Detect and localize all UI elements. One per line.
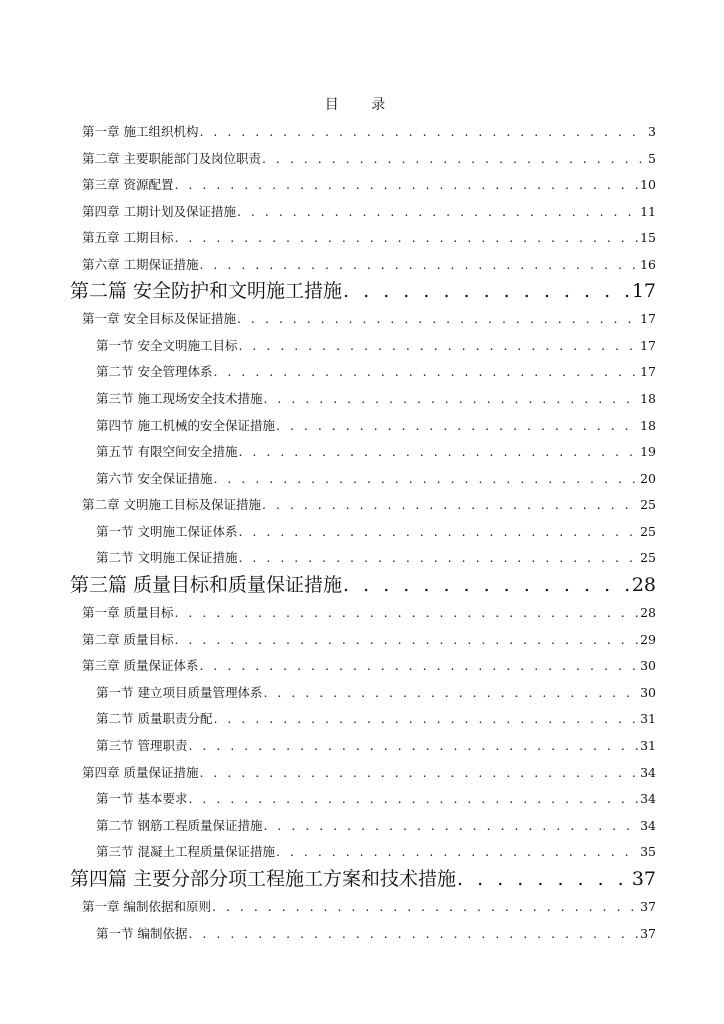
toc-entry-page: 28 xyxy=(631,574,656,596)
dot-leader xyxy=(188,926,638,941)
toc-entry-page: 5 xyxy=(648,151,656,166)
toc-entry-page: 17 xyxy=(640,364,656,379)
toc-entry-section[interactable] xyxy=(96,736,656,754)
dot-leader xyxy=(237,204,638,219)
toc-entry-chapter[interactable] xyxy=(82,255,656,273)
dot-leader xyxy=(237,311,638,326)
toc-entry-label: 第四篇 主要分部分项工程施工方案和技术措施 xyxy=(70,868,457,890)
toc-entry-section[interactable] xyxy=(96,683,656,701)
toc-entry-chapter[interactable] xyxy=(82,603,656,621)
dot-leader xyxy=(199,658,638,673)
toc-entry-section[interactable] xyxy=(96,789,656,807)
toc-entry-label: 第二节 安全管理体系 xyxy=(96,364,213,379)
toc-entry-section[interactable] xyxy=(96,389,656,407)
dot-leader xyxy=(174,605,638,620)
toc-entry-page: 10 xyxy=(640,177,656,192)
toc-entry-page: 15 xyxy=(640,230,656,245)
dot-leader xyxy=(213,471,638,486)
toc-entry-label: 第五节 有限空间安全措施 xyxy=(96,444,238,459)
dot-leader xyxy=(276,418,638,433)
toc-entry-page: 17 xyxy=(640,338,656,353)
toc-entry-label: 第三节 施工现场安全技术措施 xyxy=(96,391,263,406)
toc-entry-label: 第五章 工期目标 xyxy=(82,230,174,245)
toc-entry-chapter[interactable] xyxy=(82,175,656,193)
toc-entry-label: 第四章 质量保证措施 xyxy=(82,765,199,780)
toc-entry-label: 第三节 管理职责 xyxy=(96,738,188,753)
toc-entry-page: 20 xyxy=(640,471,656,486)
toc-entry-chapter[interactable] xyxy=(82,228,656,246)
toc-entry-part[interactable] xyxy=(70,276,656,303)
toc-entry-label: 第一章 安全目标及保证措施 xyxy=(82,311,236,326)
toc-entry-label: 第三章 质量保证体系 xyxy=(82,658,199,673)
toc-entry-chapter[interactable] xyxy=(82,763,656,781)
dot-leader xyxy=(213,711,638,726)
toc-entry-page: 16 xyxy=(640,257,656,272)
toc-entry-page: 17 xyxy=(631,280,656,302)
toc-entry-label: 第四节 施工机械的安全保证措施 xyxy=(96,418,275,433)
toc-entry-label: 第二篇 安全防护和文明施工措施 xyxy=(70,280,343,302)
toc-entry-section[interactable] xyxy=(96,469,656,487)
dot-leader xyxy=(238,524,638,539)
toc-entry-page: 3 xyxy=(648,124,656,139)
toc-entry-section[interactable] xyxy=(96,522,656,540)
toc-entry-label: 第一节 基本要求 xyxy=(96,791,188,806)
toc-entry-page: 25 xyxy=(640,524,656,539)
toc-entry-page: 29 xyxy=(640,632,656,647)
toc-title: 目 录 xyxy=(324,97,400,113)
toc-entry-label: 第二节 质量职责分配 xyxy=(96,711,213,726)
toc-entry-section[interactable] xyxy=(96,442,656,460)
dot-leader xyxy=(174,632,638,647)
toc-entry-label: 第六节 安全保证措施 xyxy=(96,471,213,486)
toc-entry-label: 第一节 编制依据 xyxy=(96,926,188,941)
toc-entry-label: 第一章 施工组织机构 xyxy=(82,124,199,139)
dot-leader xyxy=(199,765,638,780)
toc-entry-page: 28 xyxy=(640,605,656,620)
toc-entry-chapter[interactable] xyxy=(82,495,656,513)
toc-entry-page: 11 xyxy=(640,204,656,219)
toc-entry-section[interactable] xyxy=(96,842,656,860)
toc-entry-section[interactable] xyxy=(96,336,656,354)
toc-entry-page: 37 xyxy=(640,899,656,914)
toc-entry-section[interactable] xyxy=(96,362,656,380)
toc-entry-page: 31 xyxy=(640,738,656,753)
dot-leader xyxy=(238,550,638,565)
dot-leader xyxy=(343,280,630,302)
dot-leader xyxy=(199,124,646,139)
toc-entry-label: 第二章 主要职能部门及岗位职责 xyxy=(82,151,261,166)
toc-entry-page: 31 xyxy=(640,711,656,726)
dot-leader xyxy=(174,230,638,245)
toc-entry-page: 37 xyxy=(631,868,656,890)
toc-entry-chapter[interactable] xyxy=(82,202,656,220)
toc-entry-chapter[interactable] xyxy=(82,122,656,140)
toc-entry-label: 第二节 文明施工保证措施 xyxy=(96,550,238,565)
toc-entry-page: 35 xyxy=(640,844,656,859)
toc-entry-label: 第三节 混凝土工程质量保证措施 xyxy=(96,844,275,859)
dot-leader xyxy=(262,151,646,166)
toc-entry-section[interactable] xyxy=(96,816,656,834)
toc-entry-page: 18 xyxy=(640,391,656,406)
toc-entry-page: 34 xyxy=(640,818,656,833)
toc-entry-page: 25 xyxy=(640,550,656,565)
toc-entry-label: 第二章 文明施工目标及保证措施 xyxy=(82,497,261,512)
toc-entry-section[interactable] xyxy=(96,548,656,566)
toc-entry-label: 第一节 安全文明施工目标 xyxy=(96,338,238,353)
toc-entry-page: 30 xyxy=(640,685,656,700)
dot-leader xyxy=(238,338,638,353)
toc-entry-page: 19 xyxy=(640,444,656,459)
dot-leader xyxy=(188,791,638,806)
toc-entry-part[interactable] xyxy=(70,570,656,597)
toc-entry-chapter[interactable] xyxy=(82,149,656,167)
dot-leader xyxy=(238,444,638,459)
toc-entry-label: 第三篇 质量目标和质量保证措施 xyxy=(70,574,343,596)
dot-leader xyxy=(213,364,638,379)
toc-entry-page: 25 xyxy=(640,497,656,512)
toc-entry-label: 第一章 质量目标 xyxy=(82,605,174,620)
toc-entry-label: 第四章 工期计划及保证措施 xyxy=(82,204,236,219)
toc-entry-label: 第二章 质量目标 xyxy=(82,632,174,647)
toc-entry-page: 18 xyxy=(640,418,656,433)
dot-leader xyxy=(188,738,638,753)
toc-entry-section[interactable] xyxy=(96,924,656,942)
dot-leader xyxy=(199,257,638,272)
toc-entry-chapter[interactable] xyxy=(82,897,656,915)
toc-entry-label: 第二节 钢筋工程质量保证措施 xyxy=(96,818,263,833)
dot-leader xyxy=(263,391,638,406)
dot-leader xyxy=(262,497,638,512)
toc-entry-section[interactable] xyxy=(96,709,656,727)
toc-entry-page: 30 xyxy=(640,658,656,673)
toc-entry-label: 第一节 建立项目质量管理体系 xyxy=(96,685,263,700)
dot-leader xyxy=(457,868,630,890)
toc-entry-chapter[interactable] xyxy=(82,309,656,327)
toc-entry-label: 第一章 编制依据和原则 xyxy=(82,899,211,914)
dot-leader xyxy=(276,844,638,859)
dot-leader xyxy=(174,177,638,192)
toc-entry-part[interactable] xyxy=(70,864,656,891)
dot-leader xyxy=(263,818,638,833)
toc-entry-page: 34 xyxy=(640,765,656,780)
toc-entry-section[interactable] xyxy=(96,416,656,434)
toc-entry-chapter[interactable] xyxy=(82,630,656,648)
toc-entry-label: 第三章 资源配置 xyxy=(82,177,174,192)
toc-entry-page: 37 xyxy=(640,926,656,941)
toc-entry-page: 34 xyxy=(640,791,656,806)
toc-entry-label: 第六章 工期保证措施 xyxy=(82,257,199,272)
toc-entry-page: 17 xyxy=(640,311,656,326)
dot-leader xyxy=(212,899,638,914)
dot-leader xyxy=(343,574,630,596)
toc-entry-label: 第一节 文明施工保证体系 xyxy=(96,524,238,539)
toc-entry-chapter[interactable] xyxy=(82,656,656,674)
dot-leader xyxy=(263,685,638,700)
